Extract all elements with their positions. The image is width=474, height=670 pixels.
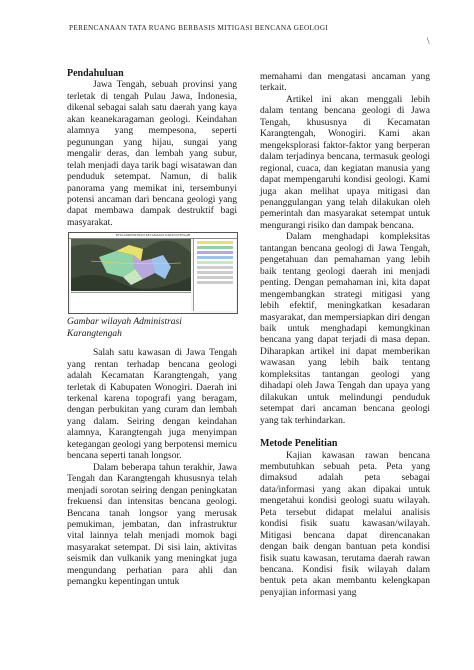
right-column xyxy=(260,72,430,599)
paragraph-continuation: memahami dan mengatasi ancaman yang terkait. xyxy=(260,72,430,94)
map-legend xyxy=(193,239,236,311)
paragraph-intro: Jawa Tengah, sebuah provinsi yang terletak di tengah Pulau Jawa, Indonesia, dikenal sebagai salah satu daerah yang kaya akan keanekaragaman geologi. Keindahan alamnya yang mempesona, seperti pegunungan yang hijau, sungai yang mengalir deras, dan lembah yang subur, telah menjadi daya tarik bagi wisatawan dan penduduk setempat. Namun, di balik panorama yang memikat ini, tersembunyi potensi ancaman dari bencana geologi yang dapat membawa dampak destruktif bagi masyarakat. xyxy=(67,80,237,228)
paragraph-complexity: Dalam menghadapi kompleksitas tantangan bencana geologi di Jawa Tengah, pengetahuan dan pemahaman yang lebih baik tentang geologi daerah ini menjadi penting. Dengan pemahaman ini, kita dapat mengembangkan strategi mitigasi yang lebih efektif, meningkatkan kesadaran masyarakat, dan mempersiapkan diri dengan baik untuk menghadapi kemungkinan bencana yang dapat terjadi di masa depan. Diharapkan artikel ini dapat memberikan wawasan yang lebih baik tentang kompleksitas tantangan geologi yang dihadapi oleh Jawa Tengah dan upaya yang dilakukan untuk melindungi penduduk setempat dari ancaman bencana geologi yang tak terhindarkan. xyxy=(260,232,430,426)
map-image xyxy=(71,239,191,291)
map-title: PETA ADMINISTRASI KECAMATAN KARANGTENGAH xyxy=(69,233,237,239)
figure-caption: Gambar wilayah Administrasi Karangtengah xyxy=(67,317,182,339)
page-mark: \ xyxy=(427,36,430,46)
section-heading-metode: Metode Penelitian xyxy=(260,438,338,450)
map-inset-area xyxy=(71,292,191,313)
paragraph-method: Kajian kawasan rawan bencana membutuhkan sebuah peta. Peta yang dimaksud adalah peta sebagai data/informasi yang akan dipakai untuk mengetahui kondisi geologi suatu wilayah. Peta tersebut didapat melalui analisis kondisi fisik suatu kawasan/wilayah. Mitigasi bencana dapat direncanakan dengan baik dengan bantuan peta kondisi fisik suatu kawasan, terutama daerah rawan bencana. Kondisi fisik wilayah dalam bentuk peta akan membantu kelengkapan penyajian informasi yang xyxy=(260,450,430,598)
paragraph-recent-years: Dalam beberapa tahun terakhir, Jawa Tengah dan Karangtengah khususnya telah menjadi sorotan seiring dengan peningkatan frekuensi dan intensitas bencana geologi. Bencana tanah longsor yang merusak pemukiman, jembatan, dan infrastruktur vital lainnya telah menjadi momok bagi masyarakat setempat. Di sisi lain, aktivitas seismik dan vulkanik yang meningkat juga mengundang perhatian para ahli dan pemangku kepentingan untuk xyxy=(67,462,237,588)
running-head: PERENCANAAN TATA RUANG BERBASIS MITIGASI BENCANA GEOLOGI xyxy=(69,24,329,32)
paragraph-karangtengah: Salah satu kawasan di Jawa Tengah yang rentan terhadap bencana geologi adalah Kecamatan Karangtengah, yang terletak di Kabupaten Wonogiri. Daerah ini terkenal karena topografi yang beragam, dengan perbukitan yang curam dan lembah yang dalam. Seiring dengan keindahan alamnya, Karangtengah juga menyimpan ketegangan geologi yang berpotensi memicu bencana seperti tanah longsor. xyxy=(67,348,237,462)
section-heading-pendahuluan: Pendahuluan xyxy=(67,68,124,79)
left-column xyxy=(67,68,237,589)
paragraph-article-scope: Artikel ini akan menggali lebih dalam tentang bencana geologi di Jawa Tengah, khususnya di Kecamatan Karangtengah, Wonogiri. Kami akan mengeksplorasi faktor-faktor yang berperan dalam terjadinya bencana, termasuk geologi regional, cuaca, dan kegiatan manusia yang dapat mempengaruhi kondisi geologi. Kami juga akan melihat upaya mitigasi dan penanggulangan yang telah dilakukan oleh pemerintah dan masyarakat setempat untuk mengurangi risiko dan dampak bencana. xyxy=(260,94,430,231)
admin-map-figure xyxy=(68,232,238,314)
